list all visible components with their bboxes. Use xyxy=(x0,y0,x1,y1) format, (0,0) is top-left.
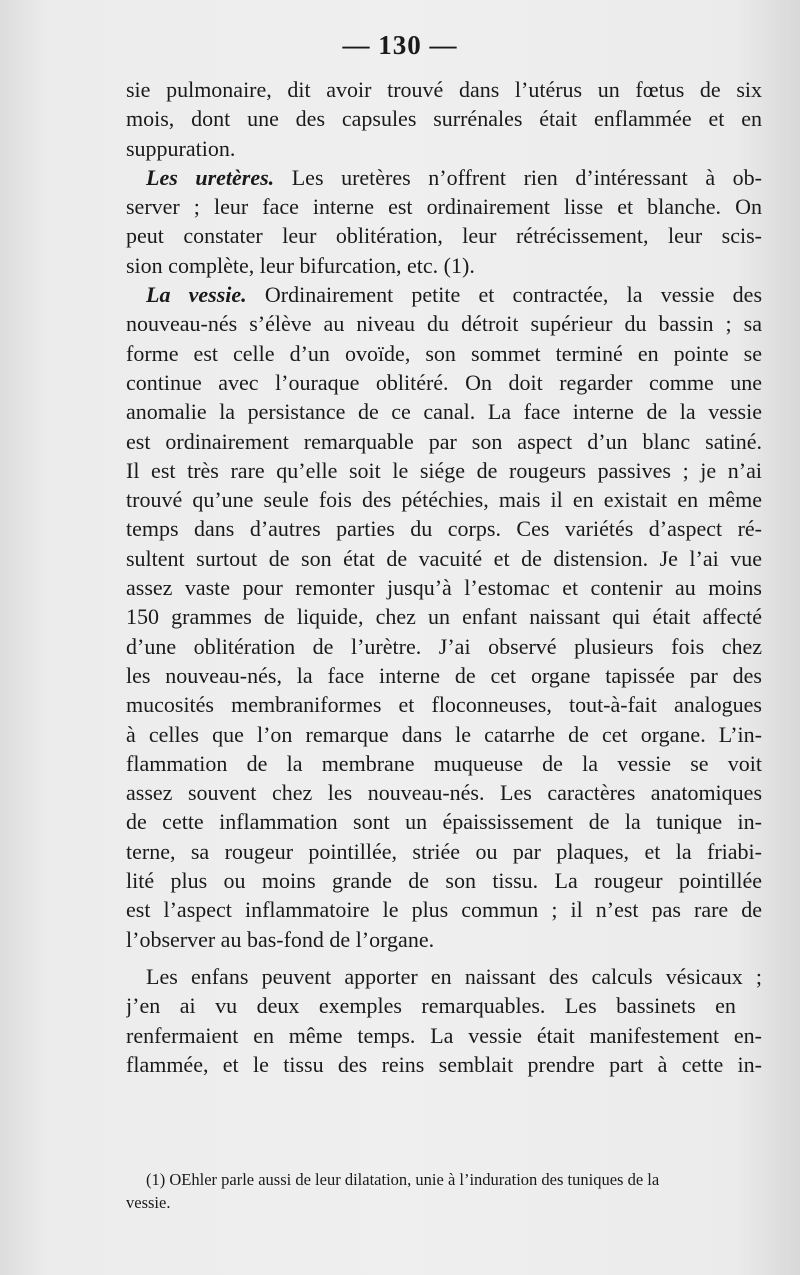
text-line: lité plus ou moins grande de son tissu. La rougeur pointillée xyxy=(126,868,762,894)
text-line: l’observer au bas-fond de l’organe. xyxy=(126,926,435,952)
text-line: terne, sa rougeur pointillée, striée ou par plaques, et la friabi- xyxy=(126,838,762,864)
text-line: sie pulmonaire, dit avoir trouvé dans l’utérus un fœtus de six xyxy=(126,77,762,102)
text-line: suppuration. xyxy=(126,135,236,161)
footnote-line: vessie. xyxy=(126,1193,171,1212)
section-heading-ureteres: Les uretères. xyxy=(146,164,275,190)
text-line: sion complète, leur bifurcation, etc. (1). xyxy=(126,252,475,278)
text-line: est ordinairement remarquable par son aspect d’un blanc satiné. xyxy=(126,428,762,454)
text-line: mucosités membraniformes et floconneuses, tout-à-fait analogues xyxy=(126,692,762,718)
page-number: — 130 — xyxy=(342,30,458,60)
text-line: d’une oblitération de l’urètre. J’ai observé plusieurs fois chez xyxy=(126,633,762,659)
text-line: j’en ai vu deux exemples remarquables. Les bassinets en xyxy=(126,993,736,1019)
text-line: flammée, et le tissu des reins semblait prendre part à cette in- xyxy=(126,1051,762,1077)
text-line: anomalie la persistance de ce canal. La face interne de la vessie xyxy=(126,399,762,425)
text-line: assez souvent chez les nouveau-nés. Les caractères anatomiques xyxy=(126,780,762,806)
section-heading-vessie: La vessie. xyxy=(146,282,247,308)
paragraph-start: Les enfans peuvent apporter en naissant des calculs vésicaux ; xyxy=(146,963,762,989)
text-line: à celles que l’on remarque dans le catarrhe de cet organe. L’in- xyxy=(126,721,762,747)
text-line: forme est celle d’un ovoïde, son sommet terminé en pointe se xyxy=(126,340,762,366)
text-line: mois, dont une des capsules surrénales était enflammée et en xyxy=(126,106,762,132)
text-line: trouvé qu’une seule fois des pétéchies, mais il en existait en même xyxy=(126,487,762,513)
text-line: de cette inflammation sont un épaississement de la tunique in- xyxy=(126,809,762,835)
text-line: assez vaste pour remonter jusqu’à l’estomac et contenir au moins xyxy=(126,575,762,601)
text-line: les nouveau-nés, la face interne de cet organe tapissée par des xyxy=(126,662,762,688)
text-line: continue avec l’ouraque oblitéré. On doit regarder comme une xyxy=(126,369,762,395)
text-line: Il est très rare qu’elle soit le siége de rougeurs passives ; je n’ai xyxy=(126,457,762,483)
text-line: est l’aspect inflammatoire le plus commun ; il n’est pas rare de xyxy=(126,897,762,923)
section-line-ureteres: Les uretères. Les uretères n’offrent rien d’intéressant à ob- xyxy=(146,164,762,190)
footnote-line: (1) OEhler parle aussi de leur dilatation, unie à l’induration des tuniques de la xyxy=(146,1170,660,1189)
text-line: flammation de la membrane muqueuse de la vessie se voit xyxy=(126,750,762,776)
text-line: server ; leur face interne est ordinairement lisse et blanche. On xyxy=(126,194,762,220)
text-line: peut constater leur oblitération, leur rétrécissement, leur scis- xyxy=(126,223,762,249)
text-line: sultent surtout de son état de vacuité et de distension. Je l’ai vue xyxy=(126,545,762,571)
text-line: temps dans d’autres parties du corps. Ces variétés d’aspect ré- xyxy=(126,516,762,542)
footnote xyxy=(126,1168,766,1214)
text-line: 150 grammes de liquide, chez un enfant naissant qui était affecté xyxy=(126,604,762,630)
section-line-vessie: La vessie. Ordinairement petite et contractée, la vessie des xyxy=(146,282,762,308)
text-line: renfermaient en même temps. La vessie était manifestement en- xyxy=(126,1022,762,1048)
text-line: nouveau-nés s’élève au niveau du détroit supérieur du bassin ; sa xyxy=(126,311,762,337)
body-text xyxy=(126,75,762,1079)
